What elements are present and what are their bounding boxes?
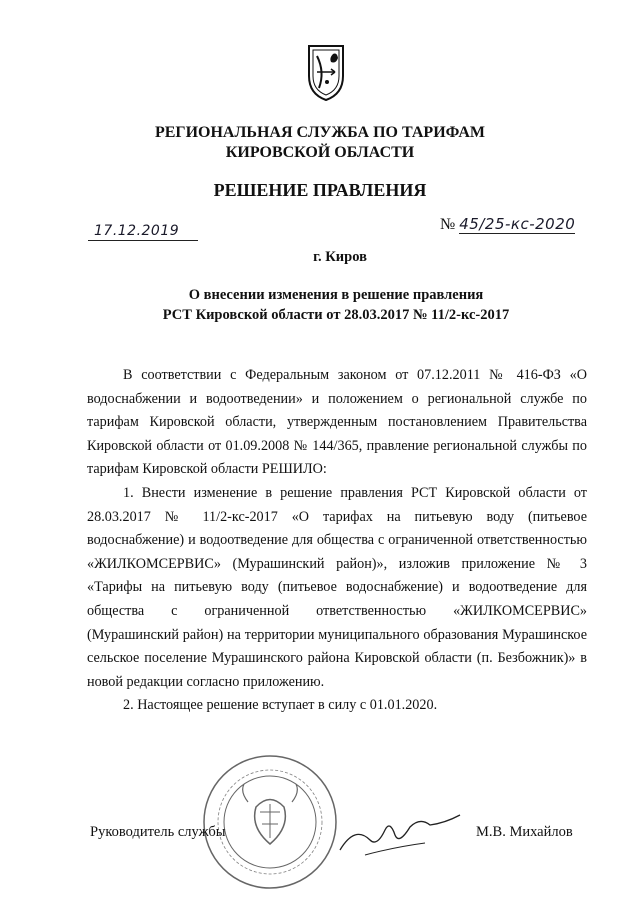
document-type-title: РЕШЕНИЕ ПРАВЛЕНИЯ — [213, 180, 427, 200]
coat-of-arms-emblem — [303, 42, 349, 104]
document-date-field — [88, 222, 198, 241]
signatory-position: Руководитель службы — [90, 824, 226, 840]
subject-line1: О внесении изменения в решение правления — [188, 287, 484, 303]
preamble-paragraph: В соответствии с Федеральным законом от 07.12.2011 № 416-ФЗ «О водоснабжении и водоотведении» и положением о региональной службе по тарифам Кировской области, утвержденным постановлением Правительства Кировской области от 01.09.2008 № 144/365, правление региональной службы по тарифам Кировской области РЕШИЛО: — [87, 367, 587, 478]
document-number-field — [440, 215, 590, 239]
signatory-name: М.В. Михайлов — [476, 824, 573, 840]
decision-item-2: 2. Настоящее решение вступает в силу с 01.01.2020. — [123, 697, 438, 714]
number-sign: № — [440, 216, 456, 233]
official-seal-stamp — [200, 752, 340, 892]
document-body — [87, 364, 587, 718]
subject-line2: РСТ Кировской области от 28.03.2017 № 11/2-кс-2017 — [162, 307, 510, 323]
organization-name-line2: КИРОВСКОЙ ОБЛАСТИ — [225, 144, 415, 161]
document-date: 17.12.2019 — [94, 223, 180, 239]
document-number: 45/25-кс-2020 — [459, 215, 576, 233]
handwritten-signature — [335, 805, 465, 865]
organization-name-line1: РЕГИОНАЛЬНАЯ СЛУЖБА ПО ТАРИФАМ — [154, 124, 486, 141]
decision-item-1: 1. Внести изменение в решение правления РСТ Кировской области от 28.03.2017 № 11/2-кс-2017 «О тарифах на питьевую воду (питьевое водоснабжение) и водоотведение для общества с ограниченной ответственностью «ЖИЛКОМСЕРВИС» (Мурашинский район)», изложив приложение № 3 «Тарифы на питьевую воду (питьевое водоснабжение) и водоотведение для общества с ограниченной ответственностью «ЖИЛКОМСЕРВИС» (Мурашинский район) на территории муниципального образования Мурашинское сельское поселение Мурашинского района Кировской области (п. Безбожник)» в новой редакции согласно приложению. — [87, 484, 587, 690]
city-label: г. Киров — [313, 249, 367, 265]
